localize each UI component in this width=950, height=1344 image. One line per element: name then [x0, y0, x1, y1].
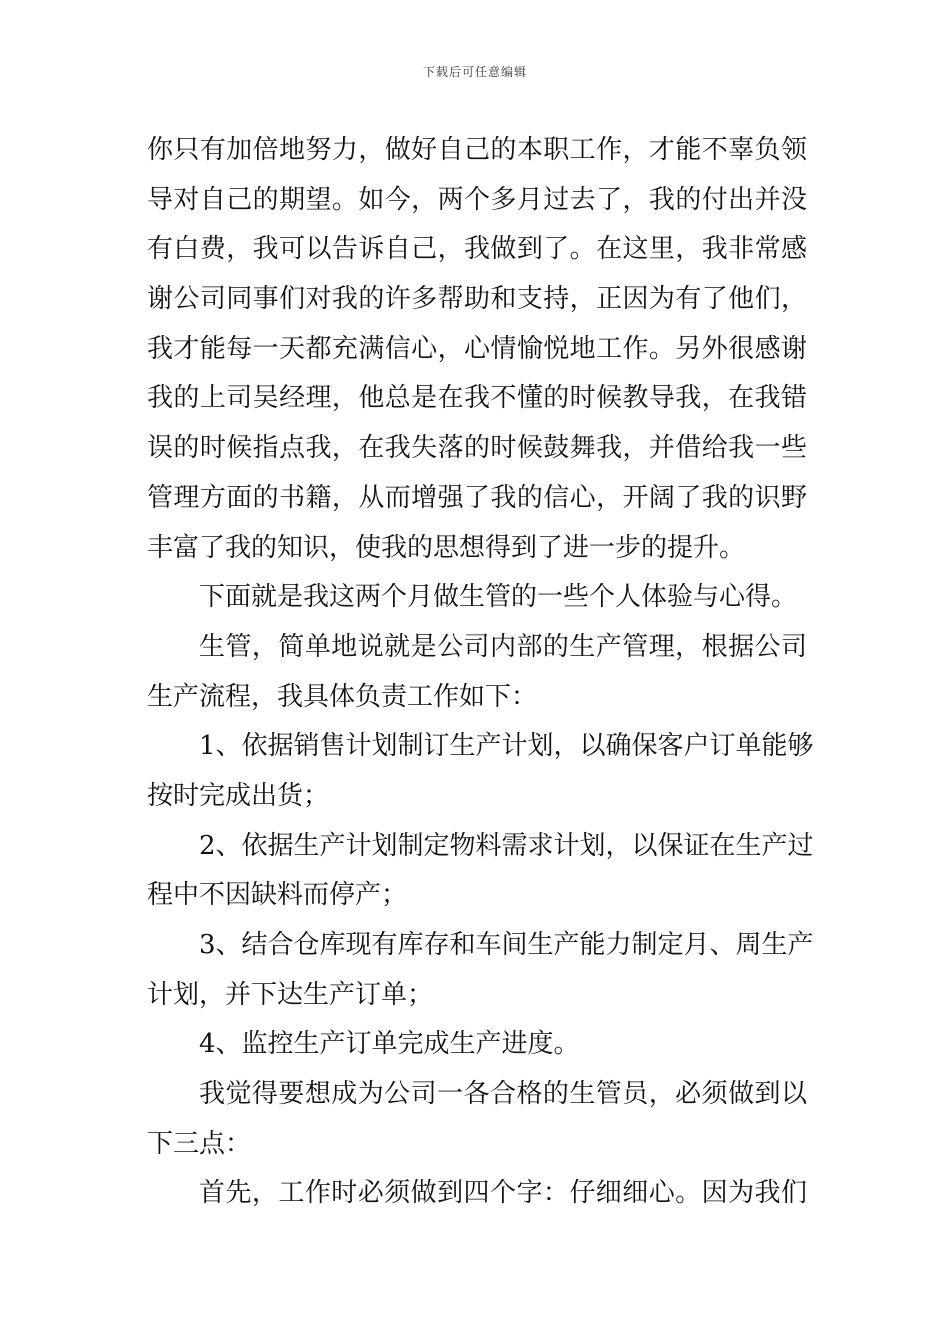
text-line: 计划，并下达生产订单；	[147, 979, 434, 1010]
page-header: 下载后可任意编辑	[422, 65, 527, 79]
text-line: 有白费，我可以告诉自己，我做到了。在这里，我非常感	[147, 234, 807, 265]
document-body	[147, 126, 814, 1219]
text-line: 4、监控生产订单完成生产进度。	[199, 1029, 580, 1060]
text-line: 我觉得要想成为公司一各合格的生管员，必须做到以	[199, 1079, 807, 1110]
text-line: 你只有加倍地努力，做好自己的本职工作，才能不辜负领	[147, 135, 807, 165]
text-line: 生管，简单地说就是公司内部的生产管理，根据公司	[199, 631, 807, 662]
text-line: 程中不因缺料而停产；	[147, 880, 408, 911]
text-line: 下面就是我这两个月做生管的一些个人体验与心得。	[199, 582, 798, 613]
text-line: 3、结合仓库现有库存和车间生产能力制定月、周生产	[199, 930, 814, 960]
text-line: 按时完成出货；	[147, 780, 330, 811]
text-line: 我才能每一天都充满信心，心情愉悦地工作。另外很感谢	[147, 333, 807, 364]
text-line: 1、依据销售计划制订生产计划，以确保客户订单能够	[199, 731, 814, 762]
text-line: 2、依据生产计划制定物料需求计划，以保证在生产过	[199, 830, 814, 861]
text-line: 谢公司同事们对我的许多帮助和支持，正因为有了他们，	[147, 284, 807, 315]
text-line: 管理方面的书籍，从而增强了我的信心，开阔了我的识野	[147, 482, 807, 513]
text-line: 下三点：	[147, 1128, 252, 1159]
text-line: 生产流程，我具体负责工作如下：	[147, 681, 538, 712]
text-line: 首先，工作时必须做到四个字：仔细细心。因为我们	[199, 1178, 807, 1209]
text-line: 导对自己的期望。如今，两个多月过去了，我的付出并没	[147, 184, 807, 215]
text-line: 我的上司吴经理，他总是在我不懂的时候教导我，在我错	[147, 383, 807, 414]
text-line: 误的时候指点我，在我失落的时候鼓舞我，并借给我一些	[147, 433, 807, 464]
text-line: 丰富了我的知识，使我的思想得到了进一步的提升。	[147, 532, 746, 563]
